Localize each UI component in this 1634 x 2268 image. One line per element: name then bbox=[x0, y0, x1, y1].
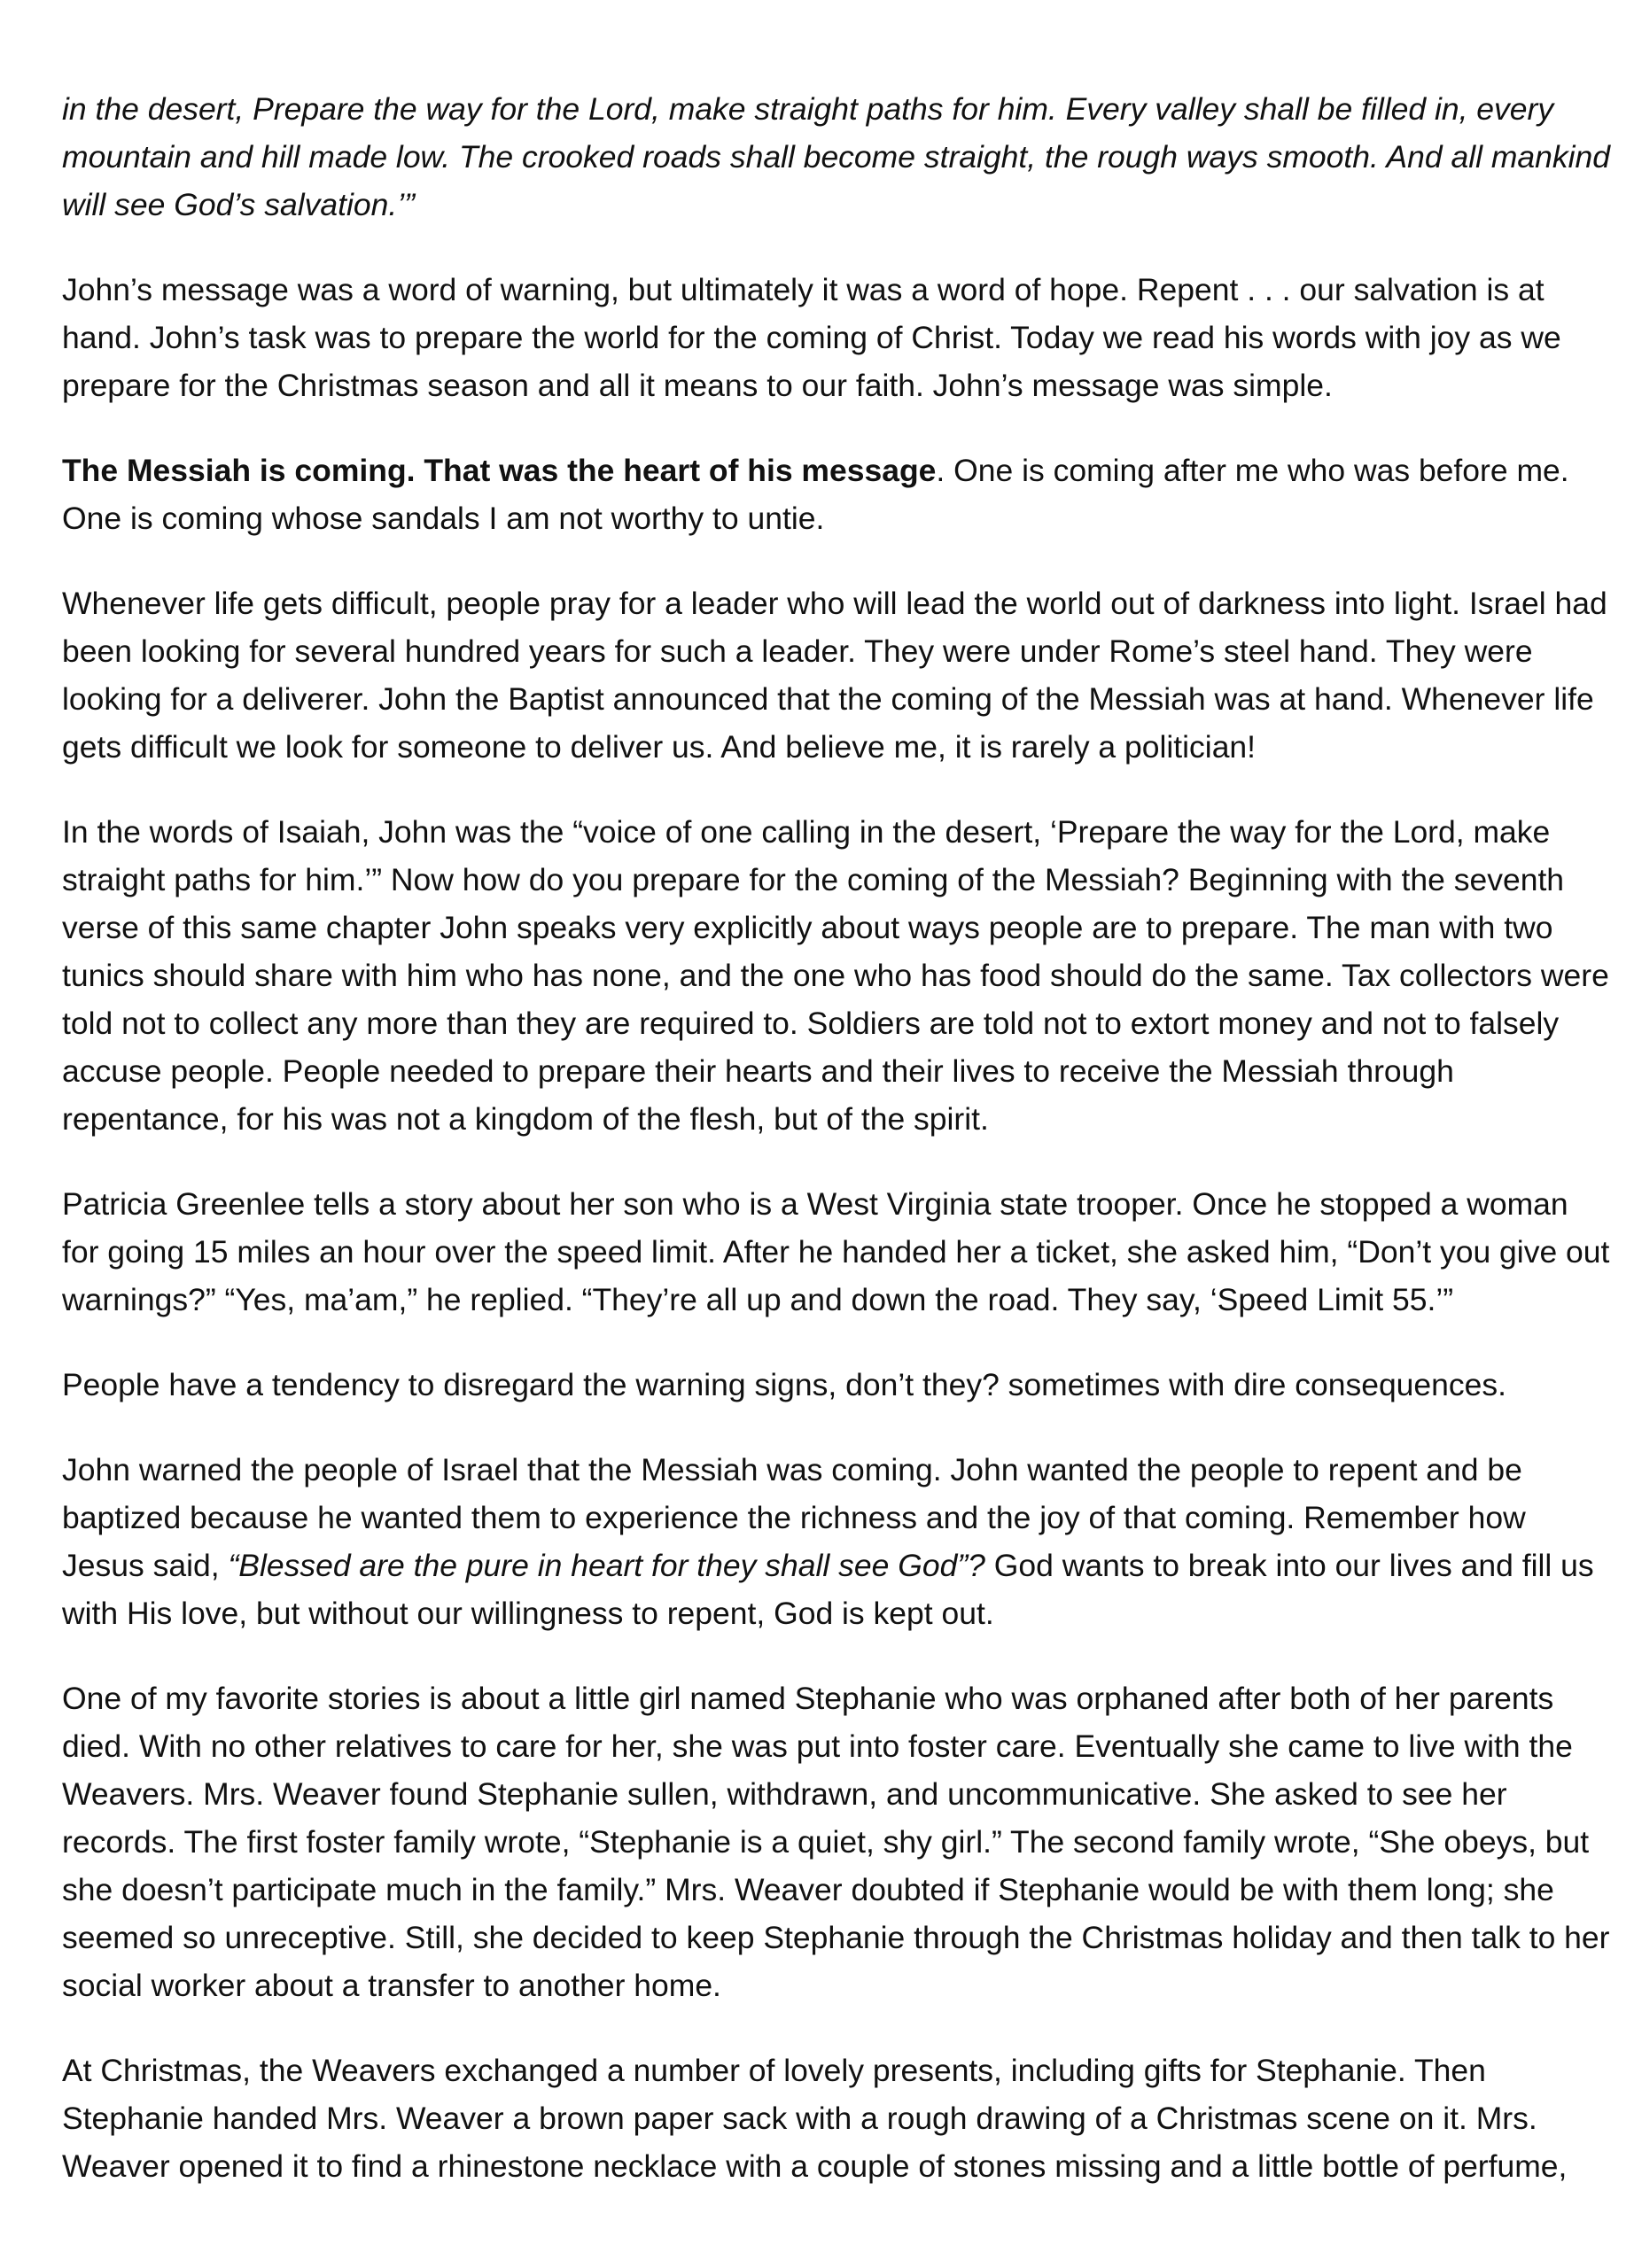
paragraph-text: In the words of Isaiah, John was the “voice of one calling in the desert, ‘Prepare the way for the Lord, make straight paths for him.’” Now how do you prepare for the coming of the Messiah? Beginning with the seventh verse of this same chapter John speaks very explicitly about ways people are to prepare. The man with two tunics should share with him who has none, and the one who has food should do the same. Tax collectors were told not to collect any more than they are required to. Soldiers are told not to extort money and not to falsely accuse people. People needed to prepare their hearts and their lives to receive the Messiah through repentance, for his was not a kingdom of the flesh, but of the spirit. bbox=[62, 814, 1609, 1137]
paragraph-text: Whenever life gets difficult, people pray for a leader who will lead the world out of darkness into light. Israel had been looking for several hundred years for such a leader. They were under Rome’s steel hand. They were looking for a deliverer. John the Baptist announced that the coming of the Messiah was at hand. Whenever life gets difficult we look for someone to deliver us. And believe me, it is rarely a politician! bbox=[62, 586, 1607, 765]
bold-lead-sentence: The Messiah is coming. That was the heart of his message bbox=[62, 453, 937, 488]
paragraph-text: One of my favorite stories is about a little girl named Stephanie who was orphaned after both of her parents died. With no other relatives to care for her, she was put into foster care. Eventually she came to live with the Weavers. Mrs. Weaver found Stephanie sullen, withdrawn, and uncommunicative. She asked to see her records. The first foster family wrote, “Stephanie is a quiet, shy girl.” The second family wrote, “She obeys, but she doesn’t participate much in the family.” Mrs. Weaver doubted if Stephanie would be with them long; she seemed so unreceptive. Still, she decided to keep Stephanie through the Christmas holiday and then talk to her social worker about a transfer to another home. bbox=[62, 1681, 1610, 2003]
paragraph-text: . One is coming after me who was before me. One is coming whose sandals I am not worthy to untie. bbox=[62, 453, 1569, 536]
scripture-quote: in the desert, Prepare the way for the Lord, make straight paths for him. Every valley shall be filled in, every mountain and hill made low. The crooked roads shall become straight, the rough ways smooth. And all mankind will see God’s salvation.’” bbox=[62, 91, 1611, 222]
paragraph-6 bbox=[62, 1180, 1613, 1324]
paragraph-text: Patricia Greenlee tells a story about her son who is a West Virginia state trooper. Once he stopped a woman for going 15 miles an hour over the speed limit. After he handed her a ticket, she asked him, “Don’t you give out warnings?” “Yes, ma’am,” he replied. “They’re all up and down the road. They say, ‘Speed Limit 55.’” bbox=[62, 1186, 1610, 1317]
document-page bbox=[62, 85, 1613, 2190]
paragraph-3 bbox=[62, 447, 1613, 542]
italic-quote: “Blessed are the pure in heart for they shall see God”? bbox=[228, 1548, 985, 1583]
paragraph-10 bbox=[62, 2047, 1613, 2190]
paragraph-text: People have a tendency to disregard the warning signs, don’t they? sometimes with dire consequences. bbox=[62, 1367, 1507, 1402]
paragraph-text: John’s message was a word of warning, but ultimately it was a word of hope. Repent . . . our salvation is at hand. John’s task was to prepare the world for the coming of Christ. Today we read his words with joy as we prepare for the Christmas season and all it means to our faith. John’s message was simple. bbox=[62, 272, 1561, 403]
paragraph-2 bbox=[62, 266, 1613, 409]
paragraph-text: At Christmas, the Weavers exchanged a number of lovely presents, including gifts for Stephanie. Then Stephanie handed Mrs. Weaver a brown paper sack with a rough drawing of a Christmas scene on it. Mrs. Weaver opened it to find a rhinestone necklace with a couple of stones missing and a little bottle of perfume, bbox=[62, 2053, 1568, 2184]
paragraph-9 bbox=[62, 1674, 1613, 2009]
paragraph-text: God wants to break into our lives and fill us with His love, but without our willingness to repent, God is kept out. bbox=[62, 1548, 1594, 1631]
paragraph-7 bbox=[62, 1361, 1613, 1409]
paragraph-1 bbox=[62, 85, 1613, 229]
paragraph-text: John warned the people of Israel that the Messiah was coming. John wanted the people to repent and be baptized because he wanted them to experience the richness and the joy of that coming. Remember how Jesus said, bbox=[62, 1452, 1526, 1583]
paragraph-4 bbox=[62, 579, 1613, 771]
paragraph-5 bbox=[62, 808, 1613, 1143]
paragraph-8 bbox=[62, 1446, 1613, 1637]
